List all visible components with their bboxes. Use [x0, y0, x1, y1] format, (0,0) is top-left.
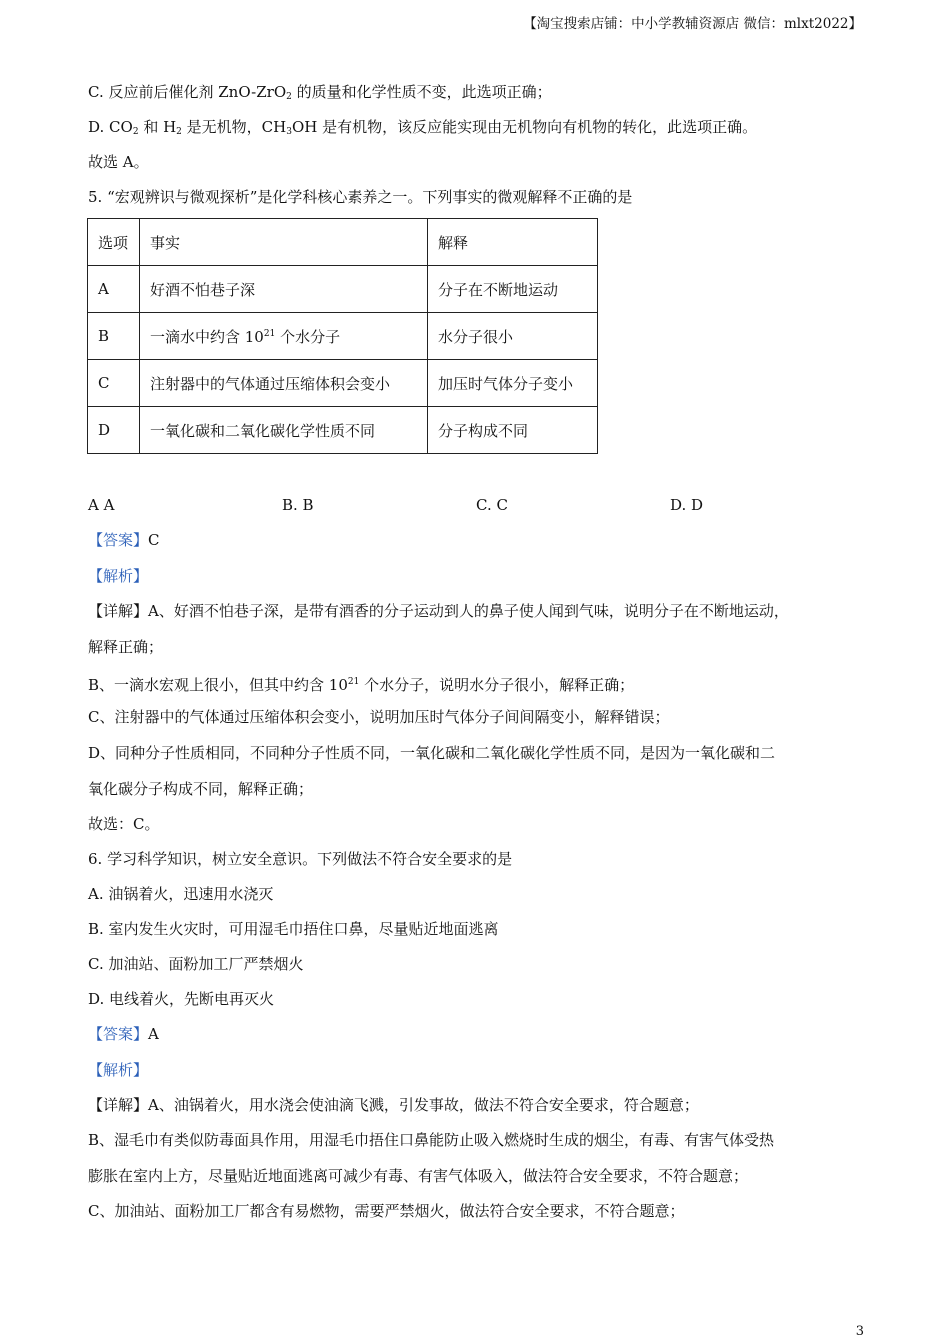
- table-cell: 好酒不怕巷子深: [140, 266, 428, 313]
- option-d-line: D. $CO_2$ 和 $H_2$ 是无机物，$CH_3OH$ 是有机物，该反应能实现由无机物向有机物的转化，此选项正确。: [88, 118, 758, 137]
- option-c-line: C. 反应前后催化剂 ZnO-ZrO$_2$ 的质量和化学性质不变，此选项正确；: [88, 83, 552, 102]
- table-row: [88, 407, 598, 454]
- table-row: [88, 266, 598, 313]
- table-cell: 注射器中的气体通过压缩体积会变小: [140, 360, 428, 407]
- table-cell: 加压时气体分子变小: [428, 360, 598, 407]
- q5-detail-d: D、同种分子性质相同，不同种分子性质不同，一氧化碳和二氧化碳化学性质不同，是因为一氧化碳和二: [88, 744, 776, 762]
- table-cell: 分子在不断地运动: [428, 266, 598, 313]
- q6-option-c: C. 加油站、面粉加工厂严禁烟火: [88, 955, 304, 973]
- q5-detail-b: B、一滴水宏观上很小，但其中约含 $10^{21}$ 个水分子，说明水分子很小，解释正确；: [88, 676, 635, 694]
- table-row: [88, 313, 598, 360]
- q6-detail-b-cont: 膨胀在室内上方，尽量贴近地面逃离可减少有毒、有害气体吸入，做法符合安全要求，不符合题意；: [88, 1167, 749, 1185]
- table-header-row: [88, 219, 598, 266]
- q4-conclusion: 故选 A。: [88, 153, 149, 171]
- q6-detail-b: B、湿毛巾有类似防毒面具作用，用湿毛巾捂住口鼻能防止吸入燃烧时生成的烟尘，有毒、有害气体受热: [88, 1131, 775, 1149]
- q6-analysis-label: 【解析】: [88, 1061, 149, 1079]
- q6-answer: 【答案】A: [88, 1025, 159, 1043]
- table-cell: B: [88, 313, 140, 360]
- q6-option-a: A. 油锅着火，迅速用水浇灭: [88, 885, 274, 903]
- q5-choice-b: B. B: [282, 496, 314, 514]
- q5-detail-c: C、注射器中的气体通过压缩体积会变小，说明加压时气体分子间间隔变小，解释错误；: [88, 708, 670, 726]
- q5-choice-c: C. C: [476, 496, 508, 514]
- table-header-cell: 事实: [140, 219, 428, 266]
- table-cell: 一滴水中约含 $10^{21}$ 个水分子: [140, 313, 428, 360]
- q5-detail-d-cont: 氧化碳分子构成不同，解释正确；: [88, 780, 314, 798]
- table-cell: A: [88, 266, 140, 313]
- page-number: 3: [855, 1324, 864, 1339]
- table-header-cell: 选项: [88, 219, 140, 266]
- q6-option-b: B. 室内发生火灾时，可用湿毛巾捂住口鼻，尽量贴近地面逃离: [88, 920, 499, 938]
- q5-detail-a-cont: 解释正确；: [88, 638, 164, 656]
- table-row: [88, 360, 598, 407]
- q5-choice-d: D. D: [670, 496, 704, 514]
- q5-stem: 5. “宏观辨识与微观探析”是化学科核心素养之一。下列事实的微观解释不正确的是: [88, 188, 633, 206]
- q6-option-d: D. 电线着火，先断电再灭火: [88, 990, 275, 1008]
- page-header: 【淘宝搜索店铺：中小学教辅资源店 微信：mlxt2022】: [523, 16, 862, 32]
- q5-analysis-label: 【解析】: [88, 567, 149, 585]
- q5-answer: 【答案】C: [88, 531, 160, 549]
- table-cell: 水分子很小: [428, 313, 598, 360]
- q6-detail-c: C、加油站、面粉加工厂都含有易燃物，需要严禁烟火，做法符合安全要求，不符合题意；: [88, 1202, 685, 1220]
- table-cell: C: [88, 360, 140, 407]
- table-cell: D: [88, 407, 140, 454]
- q5-choice-a: A A: [88, 496, 115, 514]
- q6-detail-a: 【详解】A、油锅着火，用水浇会使油滴飞溅，引发事故，做法不符合安全要求，符合题意；: [88, 1096, 699, 1114]
- q5-detail-a: 【详解】A、好酒不怕巷子深，是带有酒香的分子运动到人的鼻子使人闻到气味，说明分子在不断地运动，: [88, 602, 789, 620]
- q5-conclusion: 故选：C。: [88, 815, 160, 833]
- table-header-cell: 解释: [428, 219, 598, 266]
- table-cell: 一氧化碳和二氧化碳化学性质不同: [140, 407, 428, 454]
- q6-stem: 6. 学习科学知识，树立安全意识。下列做法不符合安全要求的是: [88, 850, 513, 868]
- q5-table: [87, 218, 598, 454]
- table-cell: 分子构成不同: [428, 407, 598, 454]
